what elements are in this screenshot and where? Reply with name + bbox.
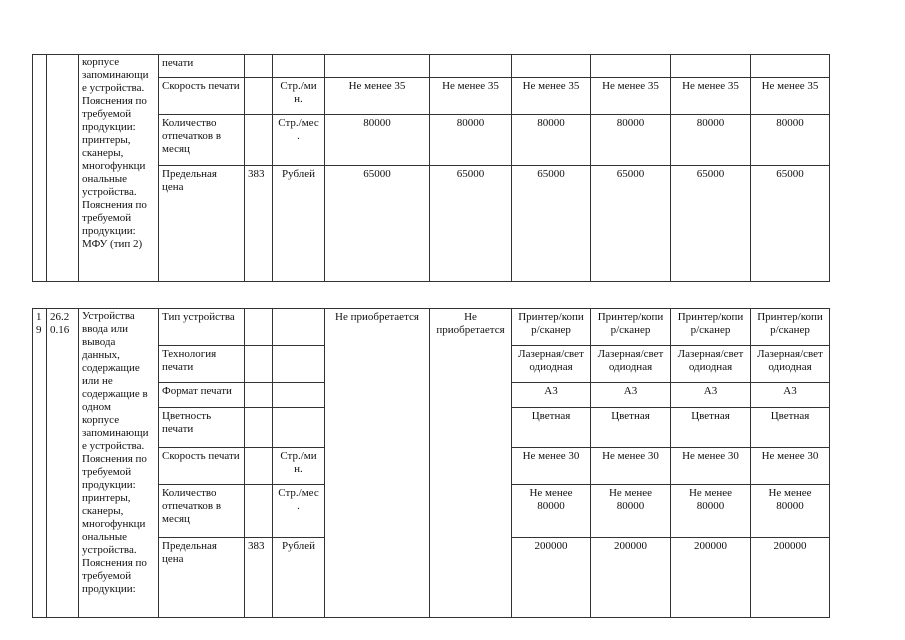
- description-line: ональные: [82, 531, 128, 543]
- unit-cell: Стр./ми н.: [273, 448, 325, 485]
- char-cell: печати: [159, 55, 245, 78]
- code-cell: [245, 383, 273, 408]
- description-line: содержащие в: [82, 388, 148, 400]
- table-row: [33, 55, 830, 78]
- value-cell: Не менее 30: [751, 448, 830, 485]
- value-cell: 80000: [591, 115, 671, 166]
- description-line: принтеры,: [82, 492, 131, 504]
- value-cell: 200000: [751, 538, 830, 618]
- description-line: сканеры,: [82, 505, 124, 517]
- value-cell: 80000: [430, 115, 512, 166]
- value-cell: Не менее 80000: [591, 485, 671, 538]
- description-line: многофункци: [82, 160, 146, 172]
- char-cell: Скорость печати: [159, 448, 245, 485]
- char-cell: Предельная цена: [159, 166, 245, 282]
- value-cell: Лазерная/свет одиодная: [512, 346, 591, 383]
- code-cell: [245, 408, 273, 448]
- unit-cell: [273, 55, 325, 78]
- value-cell: Принтер/копи р/сканер: [591, 309, 671, 346]
- description-line: продукции:: [82, 225, 136, 237]
- unit-cell: Рублей: [273, 538, 325, 618]
- code-cell: [245, 485, 273, 538]
- value-cell: Не менее 80000: [671, 485, 751, 538]
- code-cell: 383: [245, 538, 273, 618]
- value-cell: 80000: [325, 115, 430, 166]
- value-cell: Цветная: [591, 408, 671, 448]
- value-cell: Не менее 80000: [512, 485, 591, 538]
- code-cell: [245, 115, 273, 166]
- okpd-cell: [47, 55, 79, 282]
- description-line: вывода: [82, 336, 116, 348]
- code-cell: [245, 78, 273, 115]
- char-cell: Технология печати: [159, 346, 245, 383]
- code-cell: 383: [245, 166, 273, 282]
- value-cell: А3: [671, 383, 751, 408]
- unit-cell: Стр./ми н.: [273, 78, 325, 115]
- unit-cell: [273, 309, 325, 346]
- description-line: Пояснения по: [82, 199, 147, 211]
- value-cell: Не менее 35: [512, 78, 591, 115]
- value-cell: 80000: [751, 115, 830, 166]
- value-cell: 200000: [591, 538, 671, 618]
- value-cell: Лазерная/свет одиодная: [751, 346, 830, 383]
- value-cell: [512, 55, 591, 78]
- value-cell: Не менее 30: [671, 448, 751, 485]
- description-line: продукции:: [82, 583, 136, 595]
- unit-cell: Рублей: [273, 166, 325, 282]
- unit-cell: [273, 408, 325, 448]
- value-cell: 80000: [671, 115, 751, 166]
- char-cell: Предельная цена: [159, 538, 245, 618]
- value-cell: 200000: [671, 538, 751, 618]
- value-cell: 200000: [512, 538, 591, 618]
- value-cell: Не менее 35: [325, 78, 430, 115]
- char-cell: Цветность печати: [159, 408, 245, 448]
- num-cell: 1 9: [33, 309, 47, 618]
- value-cell: Принтер/копи р/сканер: [671, 309, 751, 346]
- char-cell: Тип устройства: [159, 309, 245, 346]
- description-line: Пояснения по: [82, 557, 147, 569]
- code-cell: [245, 346, 273, 383]
- not-purchased-cell: Не приобретается: [325, 309, 430, 618]
- value-cell: 65000: [751, 166, 830, 282]
- value-cell: Не менее 80000: [751, 485, 830, 538]
- description-line: Пояснения по: [82, 95, 147, 107]
- value-cell: Не менее 35: [591, 78, 671, 115]
- char-cell: Количество отпечатков в месяц: [159, 115, 245, 166]
- char-cell: Формат печати: [159, 383, 245, 408]
- value-cell: Принтер/копи р/сканер: [512, 309, 591, 346]
- value-cell: [325, 55, 430, 78]
- code-cell: [245, 309, 273, 346]
- description-line: требуемой: [82, 466, 132, 478]
- description-cell: [79, 309, 159, 618]
- value-cell: [751, 55, 830, 78]
- value-cell: 80000: [512, 115, 591, 166]
- description-line: запоминающи: [82, 69, 149, 81]
- value-cell: А3: [512, 383, 591, 408]
- code-cell: [245, 448, 273, 485]
- value-cell: Принтер/копи р/сканер: [751, 309, 830, 346]
- description-line: одном: [82, 401, 111, 413]
- value-cell: Не менее 35: [671, 78, 751, 115]
- description-line: е устройства.: [82, 440, 145, 452]
- char-cell: Скорость печати: [159, 78, 245, 115]
- char-cell: Количество отпечатков в месяц: [159, 485, 245, 538]
- value-cell: Не менее 35: [751, 78, 830, 115]
- value-cell: Лазерная/свет одиодная: [591, 346, 671, 383]
- description-cell: [79, 55, 159, 282]
- value-cell: [430, 55, 512, 78]
- value-cell: 65000: [430, 166, 512, 282]
- value-cell: Лазерная/свет одиодная: [671, 346, 751, 383]
- description-line: требуемой: [82, 108, 132, 120]
- description-line: требуемой: [82, 212, 132, 224]
- description-line: устройства.: [82, 544, 137, 556]
- description-line: содержащие: [82, 362, 140, 374]
- value-cell: [671, 55, 751, 78]
- value-cell: 65000: [512, 166, 591, 282]
- value-cell: 65000: [325, 166, 430, 282]
- description-line: сканеры,: [82, 147, 124, 159]
- description-line: данных,: [82, 349, 120, 361]
- spacer: [33, 282, 830, 309]
- description-line: корпусе: [82, 414, 120, 426]
- value-cell: Не менее 30: [591, 448, 671, 485]
- description-line: требуемой: [82, 570, 132, 582]
- description-line: Пояснения по: [82, 453, 147, 465]
- unit-cell: [273, 346, 325, 383]
- value-cell: Цветная: [671, 408, 751, 448]
- value-cell: Не менее 35: [430, 78, 512, 115]
- description-line: запоминающи: [82, 427, 149, 439]
- unit-cell: Стр./мес .: [273, 115, 325, 166]
- code-cell: [245, 55, 273, 78]
- table-row: [33, 309, 830, 346]
- description-line: ввода или: [82, 323, 128, 335]
- description-line: продукции:: [82, 121, 136, 133]
- num-cell: [33, 55, 47, 282]
- description-line: корпусе: [82, 56, 120, 68]
- description-line: принтеры,: [82, 134, 131, 146]
- value-cell: А3: [751, 383, 830, 408]
- value-cell: 65000: [671, 166, 751, 282]
- value-cell: Цветная: [751, 408, 830, 448]
- value-cell: Не менее 30: [512, 448, 591, 485]
- description-line: или не: [82, 375, 113, 387]
- value-cell: Цветная: [512, 408, 591, 448]
- description-line: МФУ (тип 2): [82, 238, 143, 250]
- description-line: многофункци: [82, 518, 146, 530]
- specs-table: [32, 54, 830, 618]
- spacer-row: [33, 282, 830, 309]
- unit-cell: [273, 383, 325, 408]
- okpd-cell: 26.2 0.16: [47, 309, 79, 618]
- value-cell: А3: [591, 383, 671, 408]
- value-cell: [591, 55, 671, 78]
- description-line: устройства.: [82, 186, 137, 198]
- value-cell: 65000: [591, 166, 671, 282]
- description-line: е устройства.: [82, 82, 145, 94]
- description-line: ональные: [82, 173, 128, 185]
- unit-cell: Стр./мес .: [273, 485, 325, 538]
- not-purchased-cell: Не приобретается: [430, 309, 512, 618]
- description-line: Устройства: [82, 310, 135, 322]
- description-line: продукции:: [82, 479, 136, 491]
